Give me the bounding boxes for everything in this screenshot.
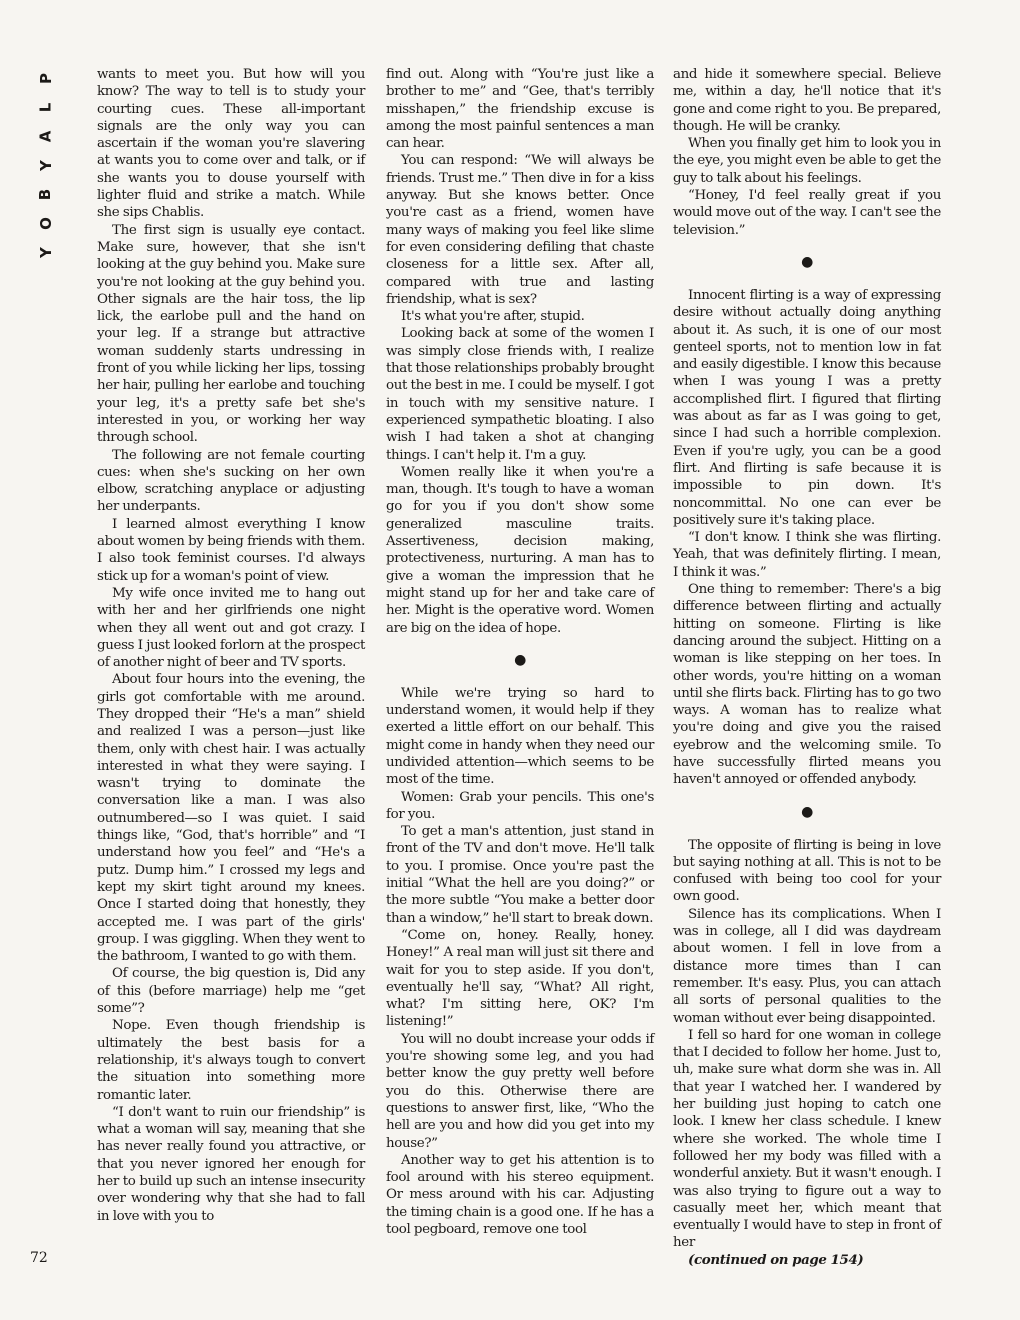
paragraph: I learned almost everything I know about women by being friends with them. I also took feminist courses. I'd always stick up for a woman's point of view. (97, 516, 365, 584)
paragraph: My wife once invited me to hang out with her and her girlfriends one night when they all went out and got crazy. I guess I just looked forlorn at the prospect of another night of beer and TV sports. (97, 585, 365, 671)
paragraph: One thing to remember: There's a big difference between flirting and actually hitting on someone. Flirting is like dancing around the subject. Hitting on a woman is like stepping on her toes. In other words, you're hitting on a woman until she flirts back. Flirting has to go two ways. A woman has to realize what you're doing and give you the raised eyebrow and the welcoming smile. To have successfully flirted means you haven't annoyed or offended anybody. (673, 582, 941, 788)
continued-note: (continued on page 154) (688, 1251, 864, 1268)
paragraph: Women: Grab your pencils. This one's for you. (386, 789, 654, 822)
masthead-letter: B (36, 188, 55, 201)
paragraph: “Honey, I'd feel really great if you would move out of the way. I can't see the television.” (673, 188, 941, 238)
page-number: 72 (30, 1250, 48, 1266)
paragraph: and hide it somewhere special. Believe me, within a day, he'll notice that it's gone and come right to you. Be prepared, though. He will be cranky. (673, 67, 941, 134)
paragraph: Of course, the big question is, Did any of this (before marriage) help me “get some”? (97, 966, 365, 1017)
paragraph: find out. Along with “You're just like a brother to me” and “Gee, that's terribly misshapen,” the friendship excuse is among the most painful sentences a man can hear. (386, 67, 654, 152)
text-column-3 (673, 66, 941, 1269)
paragraph: The first sign is usually eye contact. Make sure, however, that she isn't looking at the guy behind you. Make sure you're not looking at the guy behind you. Other signals are the hair toss, the lip lick, the earlobe pull and the hand on your leg. If a strange but attractive woman suddenly starts undressing in front of you while licking her lips, tossing her hair, pulling her earlobe and touching your leg, it's a pretty safe bet she's interested in you, or working her way through school. (97, 222, 365, 446)
masthead-letter: A (36, 130, 55, 143)
masthead-letter: O (36, 217, 55, 230)
masthead-letter: Y (36, 247, 55, 258)
paragraph: The opposite of flirting is being in love but saying nothing at all. This is not to be confused with being too cool for your own good. (673, 837, 941, 905)
paragraph: Women really like it when you're a man, though. It's tough to have a woman go for you if you don't show some generalized masculine traits. Assertiveness, decision making, protectiveness, nurturing. A man has to give a woman the impression that he might stand up for her and take care of her. Might is the operative word. Women are big on the idea of hope. (386, 464, 654, 636)
section-divider-bullet: ● (801, 253, 813, 270)
paragraph: About four hours into the evening, the girls got comfortable with me around. They dropped their “He's a man” shield and realized I was a person—just like them, only with chest hair. I was actually interested in what they were saying. I wasn't trying to dominate the conversation like a man. I was also outnumbered—so I was quiet. I said things like, “God, that's horrible” and “I understand how you feel” and “He's a putz. Dump him.” I crossed my legs and kept my skirt tight around my knees. Once I started doing that honestly, they accepted me. I was part of the girls' group. I was giggling. When they went to the bathroom, I wanted to go with them. (97, 672, 365, 965)
masthead-letter: P (36, 73, 55, 84)
masthead-letter: L (36, 102, 55, 113)
paragraph: wants to meet you. But how will you know? The way to tell is to study your courting cues. These all-important signals are the only way you can ascertain if the woman you're slavering at wants you to come over and talk, or if she wants you to douse yourself with lighter fluid and strike a match. While she sips Chablis. (97, 67, 365, 221)
paragraph: “Come on, honey. Really, honey. Honey!” A real man will just sit there and wait for you to step aside. If you don't, eventually he'll say, “What? All right, what? I'm sitting here, OK? I'm listening!” (386, 927, 654, 1030)
paragraph: You will no doubt increase your odds if you're showing some leg, and you had better know the guy pretty well before you do this. Otherwise there are questions to answer first, like, “Who the hell are you and how did you get into my house?” (386, 1031, 654, 1151)
paragraph: It's what you're after, stupid. (401, 309, 585, 325)
paragraph: Nope. Even though friendship is ultimately the best basis for a relationship, it's always tough to convert the situation into something more romantic later. (97, 1018, 365, 1103)
paragraph: I fell so hard for one woman in college that I decided to follow her home. Just to, uh, make sure what dorm she was in. All that year I watched her. I wandered by her building just hoping to catch one look. I knew her class schedule. I knew where she worked. The whole time I followed her my body was filled with a wonderful anxiety. But it wasn't enough. I was also trying to figure out a way to casually meet her, which meant that eventually I would have to step in front of her (673, 1027, 941, 1251)
text-column-2 (386, 66, 654, 1238)
section-divider-bullet: ● (801, 803, 813, 820)
paragraph: Looking back at some of the women I was simply close friends with, I realize that those relationships probably brought out the best in me. I could be myself. I got in touch with my sensitive nature. I experienced sympathetic bloating. I also wish I had taken a shot at changing things. I can't help it. I'm a guy. (386, 326, 654, 463)
section-divider-bullet: ● (514, 651, 526, 668)
paragraph: When you finally get him to look you in the eye, you might even be able to get the guy to talk about his feelings. (673, 136, 941, 186)
paragraph: Silence has its complications. When I was in college, all I did was daydream about women. I fell in love from a distance more times than I can remember. It's easy. Plus, you can attach all sorts of personal qualities to the woman without ever being disappointed. (673, 906, 941, 1026)
paragraph: To get a man's attention, just stand in front of the TV and don't move. He'll talk to you. I promise. Once you're past the initial “What the hell are you doing?” or the more subtle “You make a better door than a window,” he'll start to break down. (386, 824, 654, 926)
paragraph: Innocent flirting is a way of expressing desire without actually doing anything about it. As such, it is one of our most genteel sports, not to mention low in fat and easily digestible. I know this because when I was young I was a pretty accomplished flirt. I figured that flirting was about as far as I was going to get, since I had such a horrible complexion. Even if you're ugly, you can be a good flirt. And flirting is safe because it is impossible to pin down. It's noncommittal. No one can ever be positively sure it's taking place. (673, 287, 941, 528)
paragraph: While we're trying so hard to understand women, it would help if they exerted a little effort on our behalf. This might come in handy when they need our undivided attention—which seems to be most of the time. (386, 685, 654, 788)
text-column-1 (97, 66, 365, 1225)
masthead-letter: Y (36, 160, 55, 171)
paragraph: You can respond: “We will always be friends. Trust me.” Then dive in for a kiss anyway. But she knows better. Once you're cast as a friend, women have many ways of making you feel like slime for even considering defiling that chaste closeness for a little sex. After all, compared with true and lasting friendship, what is sex? (386, 153, 654, 307)
paragraph: “I don't know. I think she was flirting. Yeah, that was definitely flirting. I mean, I think it was.” (673, 530, 941, 580)
paragraph: “I don't want to ruin our friendship” is what a woman will say, meaning that she has never really found you attractive, or that you never ignored her enough for her to build up such an intense insecurity over wondering why that she had to fall in love with you to (97, 1104, 365, 1224)
magazine-masthead (28, 66, 64, 265)
paragraph: The following are not female courting cues: when she's sucking on her own elbow, scratching anyplace or adjusting her underpants. (97, 447, 365, 515)
paragraph: Another way to get his attention is to fool around with his stereo equipment. Or mess around with his car. Adjusting the timing chain is a good one. If he has a tool pegboard, remove one tool (386, 1152, 654, 1237)
